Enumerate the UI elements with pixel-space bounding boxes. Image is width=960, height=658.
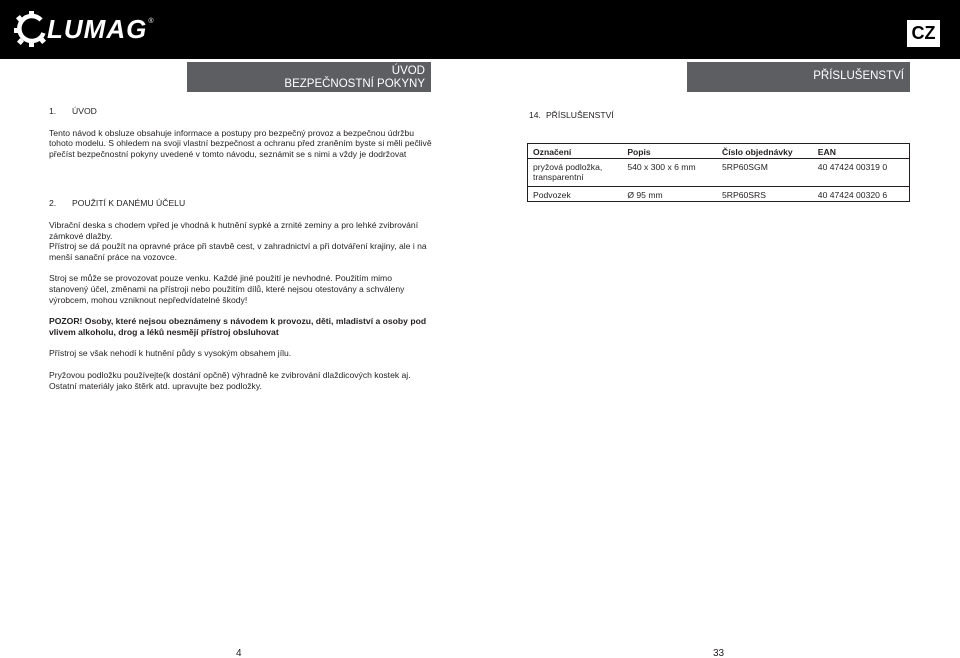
section-1-heading	[49, 106, 433, 117]
language-badge: CZ	[907, 20, 940, 47]
section-14-number: 14.	[529, 110, 541, 120]
section-2-para-5: Pryžovou podložku používejte(k dostání opčně) výhradně ke zvibrování dlaždicových kostek aj. Ostatní materiály jako štěrk atd. upravujte bez podložky.	[49, 369, 411, 391]
table-header-cell: Popis	[622, 144, 717, 159]
table-cell-name: Podvozek	[528, 186, 623, 201]
table-cell-order-number: 5RP60SGM	[722, 161, 768, 172]
section-2-para-3: Stroj se může se provozovat pouze venku. Každé jiné použití je nevhodné. Použitím mimo stanovený účel, změnami na přístroji nebo použitím dílů, které nejsou otestovány a schváleny výrobcem, mohou vzniknout nepředvídatelné škody!	[49, 273, 405, 305]
table-header-cell: EAN	[813, 144, 910, 159]
table-cell-ean: 40 47424 00320 6	[813, 186, 910, 201]
section-1-text: Tento návod k obsluze obsahuje informace a postupy pro bezpečný provoz a bezpečnou údržbu tohoto modelu. S ohledem na svoji vlastní bezpečnost a ochranu před zraněním byste si měli pečlivě přečíst bezpečnostní pokyny uvedené v tomto návodu, seznámit se s nimi a vždy je dodržovat	[49, 127, 432, 159]
table-header-cell: Číslo objednávky	[717, 144, 813, 159]
right-section-header: PŘÍSLUŠENSTVÍ	[687, 62, 910, 92]
section-14-title: PŘÍSLUŠENSTVÍ	[545, 110, 614, 120]
section-1-number: 1.	[49, 106, 57, 116]
header-bar	[0, 0, 960, 59]
left-section-header-line1: ÚVOD	[391, 65, 425, 77]
section-2-title: POUŽITÍ K DANÉMU ÚČELU	[72, 198, 186, 209]
table-header-cell: Označení	[528, 144, 623, 159]
table-cell-name: pryžová podložka, transparentní	[533, 161, 603, 183]
accessories-table	[527, 143, 910, 202]
section-14-heading	[529, 110, 614, 120]
section-2-warning: POZOR! Osoby, které nejsou obeznámeny s návodem k provozu, děti, mladiství a osoby pod vlivem alkoholu, drog a léků nesmějí přístroj obsluhovat	[49, 316, 427, 337]
brand-name: LUMAG	[47, 13, 148, 44]
left-section-header-line2: BEZPEČNOSTNÍ POKYNY	[284, 78, 425, 90]
left-column	[49, 106, 433, 391]
table-row	[528, 158, 910, 186]
registered-mark: ®	[148, 17, 154, 25]
table-cell-order-number: 5RP60SRS	[717, 186, 813, 201]
section-2-para-1: Vibrační deska s chodem vpřed je vhodná k hutnění sypké a zrnité zeminy a pro lehké zvibrování zámkové dlažby.	[49, 219, 419, 241]
section-1-title: ÚVOD	[72, 106, 97, 116]
gear-icon	[14, 11, 48, 47]
right-page-number: 33	[713, 648, 725, 658]
section-2-para-4: Přístroj se však nehodí k hutnění půdy s vysokým obsahem jílu.	[49, 348, 292, 359]
left-section-header	[187, 62, 431, 92]
table-row	[528, 186, 910, 201]
table-header-row	[528, 144, 910, 159]
section-2-heading	[49, 198, 433, 209]
brand-logo	[14, 11, 154, 47]
table-cell-description: 540 x 300 x 6 mm	[627, 161, 696, 172]
table-cell-description: Ø 95 mm	[622, 186, 717, 201]
left-page-number: 4	[236, 648, 242, 658]
table-cell-ean: 40 47424 00319 0	[817, 161, 888, 172]
section-2-para-2: Přístroj se dá použít na opravné práce při stavbě cest, v zahradnictví a při dotváření krajiny, ale i na menší sanační práce na vozovce.	[49, 241, 427, 262]
section-2-number: 2.	[49, 198, 57, 209]
